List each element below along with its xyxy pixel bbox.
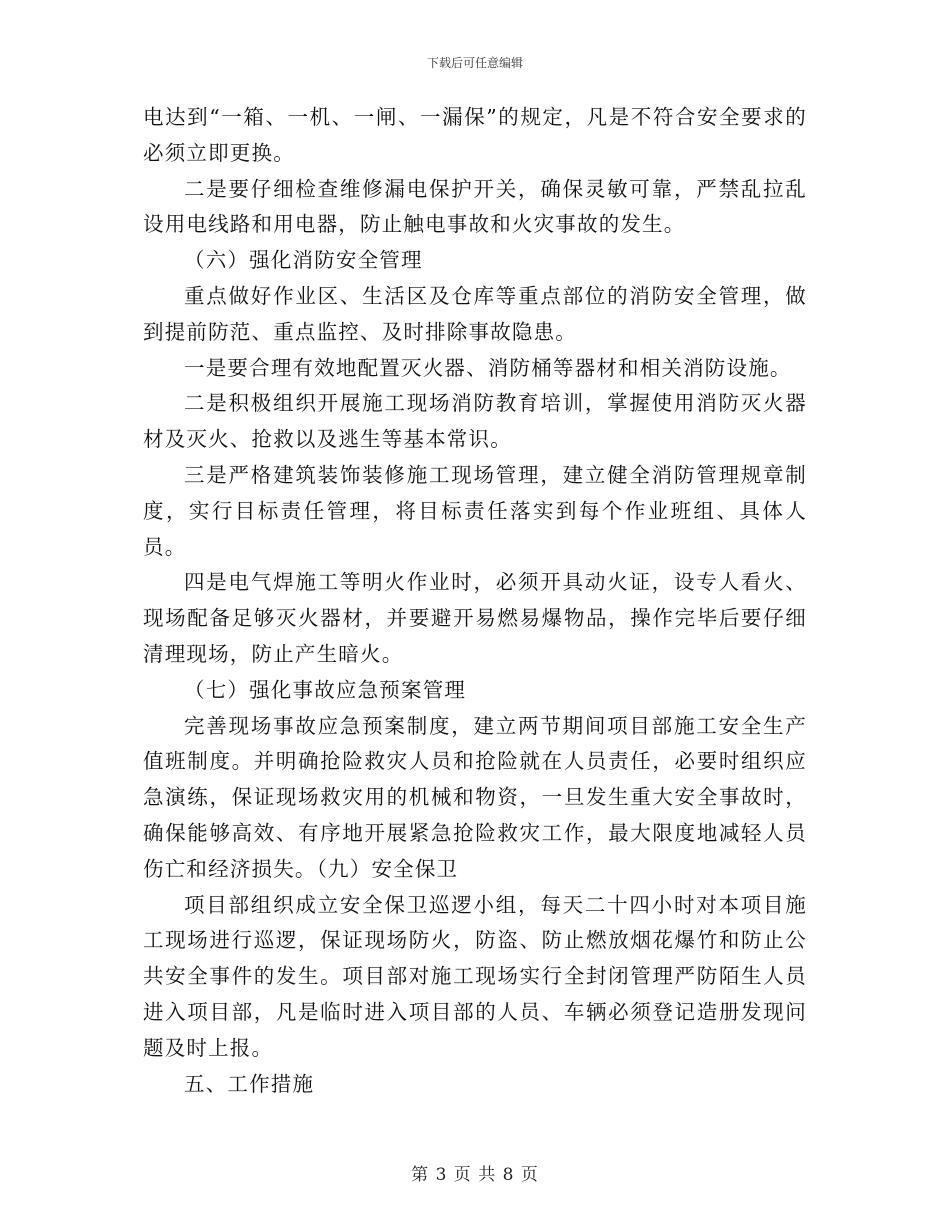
paragraph: 电达到“一箱、一机、一闸、一漏保”的规定，凡是不符合安全要求的必须立即更换。	[143, 105, 807, 165]
paragraph: 重点做好作业区、生活区及仓库等重点部位的消防安全管理，做到提前防范、重点监控、及时排除事故隐患。	[143, 283, 807, 344]
section-heading: （六）强化消防安全管理	[184, 248, 423, 273]
section-heading: （七）强化事故应急预案管理	[184, 677, 467, 702]
paragraph: 二是要仔细检查维修漏电保护开关，确保灵敏可靠，严禁乱拉乱设用电线路和用电器，防止触电事故和火灾事故的发生。	[143, 176, 807, 237]
section-heading: 五、工作措施	[184, 1071, 315, 1096]
page-footer: 第 3 页 共 8 页	[411, 1165, 539, 1185]
paragraph: 一是要合理有效地配置灭火器、消防桶等器材和相关消防设施。	[184, 355, 792, 380]
paragraph: 项目部组织成立安全保卫巡逻小组，每天二十四小时对本项目施工现场进行巡逻，保证现场防火，防盗、防止燃放烟花爆竹和防止公共安全事件的发生。项目部对施工现场实行全封闭管理严防陌生人员进入项目部，凡是临时进入项目部的人员、车辆必须登记造册发现问题及时上报。	[143, 892, 807, 1060]
paragraph: 完善现场事故应急预案制度，建立两节期间项目部施工安全生产值班制度。并明确抢险救灾人员和抢险就在人员责任，必要时组织应急演练，保证现场救灾用的机械和物资，一旦发生重大安全事故时，确保能够高效、有序地开展紧急抢险救灾工作，最大限度地减轻人员伤亡和经济损失。（九）安全保卫	[143, 713, 807, 881]
document-body	[143, 100, 807, 1102]
paragraph: 三是严格建筑装饰装修施工现场管理，建立健全消防管理规章制度，实行目标责任管理，将目标责任落实到每个作业班组、具体人员。	[143, 462, 807, 559]
page-header: 下载后可任意编辑	[426, 56, 523, 70]
paragraph: 四是电气焊施工等明火作业时，必须开具动火证，设专人看火、现场配备足够灭火器材，并要避开易燃易爆物品，操作完毕后要仔细清理现场，防止产生暗火。	[143, 570, 807, 666]
paragraph: 二是积极组织开展施工现场消防教育培训，掌握使用消防灭火器材及灭火、抢救以及逃生等基本常识。	[143, 391, 807, 452]
